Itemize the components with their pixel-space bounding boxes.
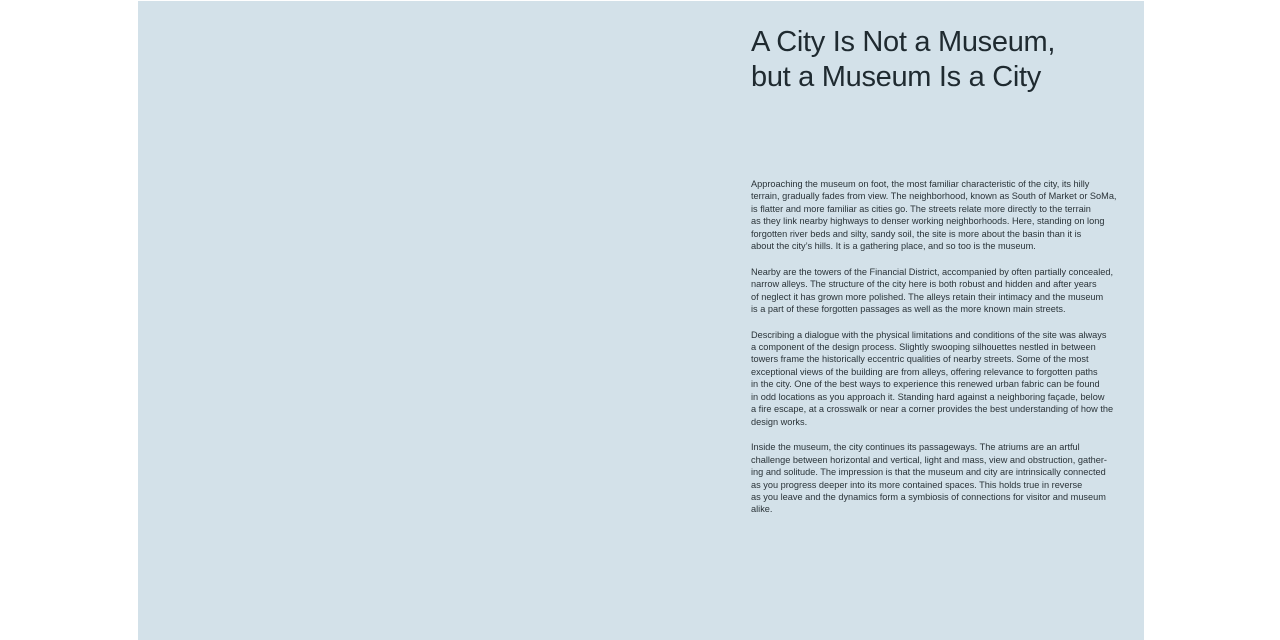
paragraph-line: challenge between horizontal and vertical, light and mass, view and obstruction, gather- bbox=[751, 454, 1107, 465]
body-paragraph bbox=[751, 441, 1121, 516]
paragraph-line: a component of the design process. Slightly swooping silhouettes nestled in between bbox=[751, 341, 1096, 352]
left-page-blank bbox=[138, 1, 641, 640]
title-line-2: but a Museum Is a City bbox=[751, 61, 1041, 93]
title-line-1: A City Is Not a Museum, bbox=[751, 26, 1056, 58]
paragraph-line: about the city’s hills. It is a gathering place, and so too is the museum. bbox=[751, 241, 1036, 252]
paragraph-line: terrain, gradually fades from view. The neighborhood, known as South of Market or SoMa, bbox=[751, 191, 1117, 202]
paragraph-line: in odd locations as you approach it. Standing hard against a neighboring façade, below bbox=[751, 391, 1105, 402]
paragraph-line: as they link nearby highways to denser working neighborhoods. Here, standing on long bbox=[751, 216, 1105, 227]
paragraph-line: ing and solitude. The impression is that the museum and city are intrinsically connected bbox=[751, 467, 1106, 478]
paragraph-line: Inside the museum, the city continues its passageways. The atriums are an artful bbox=[751, 442, 1080, 453]
paragraph-line: in the city. One of the best ways to experience this renewed urban fabric can be found bbox=[751, 379, 1100, 390]
paragraph-line: Nearby are the towers of the Financial District, accompanied by often partially concealed, bbox=[751, 266, 1114, 277]
paragraph-line: exceptional views of the building are from alleys, offering relevance to forgotten paths bbox=[751, 366, 1098, 377]
book-spread bbox=[138, 1, 1144, 640]
paragraph-line: forgotten river beds and silty, sandy soil, the site is more about the basin than it is bbox=[751, 228, 1082, 239]
paragraph-line: design works. bbox=[751, 416, 808, 427]
right-page bbox=[641, 1, 1144, 640]
paragraph-line: as you leave and the dynamics form a symbiosis of connections for visitor and museum bbox=[751, 491, 1106, 502]
body-text bbox=[751, 178, 1121, 529]
paragraph-line: narrow alleys. The structure of the city here is both robust and hidden and after years bbox=[751, 279, 1097, 290]
paragraph-line: alike. bbox=[751, 504, 773, 515]
paragraph-line: is flatter and more familiar as cities go. The streets relate more directly to the terrain bbox=[751, 203, 1091, 214]
paragraph-line: a fire escape, at a crosswalk or near a corner provides the best understanding of how the bbox=[751, 404, 1114, 415]
paragraph-line: of neglect it has grown more polished. The alleys retain their intimacy and the museum bbox=[751, 291, 1104, 302]
body-paragraph bbox=[751, 266, 1121, 316]
paragraph-line: towers frame the historically eccentric qualities of nearby streets. Some of the most bbox=[751, 354, 1089, 365]
paragraph-line: is a part of these forgotten passages as well as the more known main streets. bbox=[751, 304, 1066, 315]
page-title bbox=[751, 25, 1141, 95]
body-paragraph bbox=[751, 178, 1121, 253]
paragraph-line: Approaching the museum on foot, the most familiar characteristic of the city, its hilly bbox=[751, 179, 1090, 189]
paragraph-line: as you progress deeper into its more contained spaces. This holds true in reverse bbox=[751, 479, 1083, 490]
body-paragraph bbox=[751, 329, 1121, 429]
paragraph-line: Describing a dialogue with the physical limitations and conditions of the site was always bbox=[751, 329, 1107, 340]
